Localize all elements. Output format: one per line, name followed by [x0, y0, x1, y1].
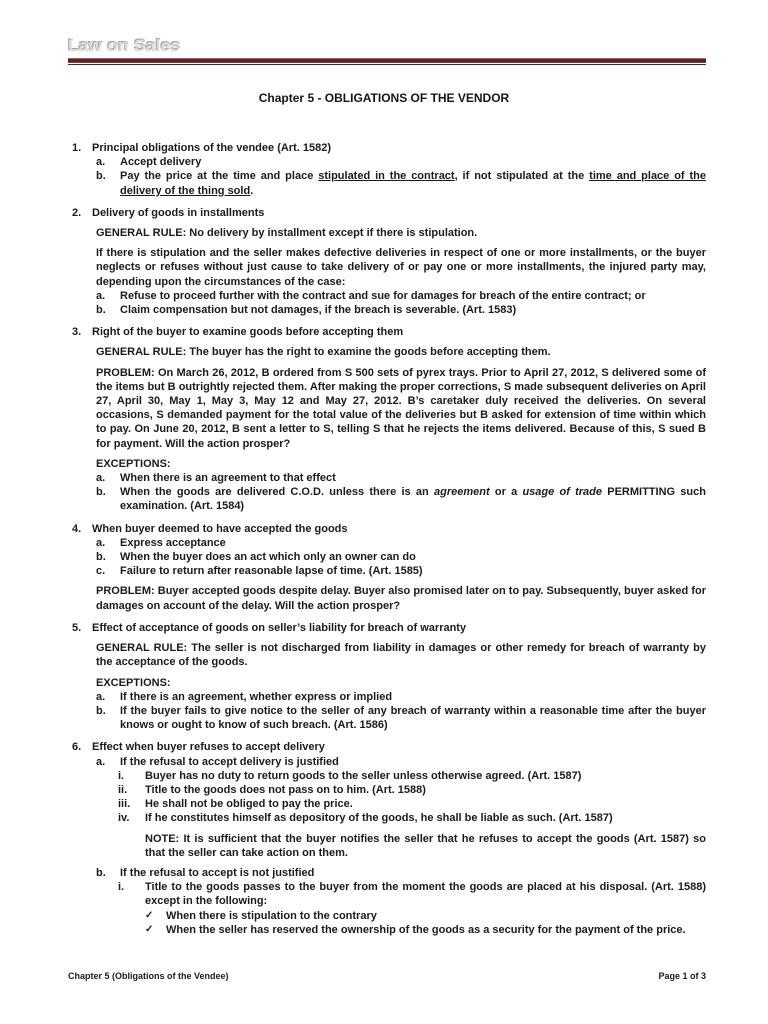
section-3 — [72, 325, 706, 513]
section-heading-text: Principal obligations of the vendee (Art. 1582) — [92, 142, 331, 154]
section-4 — [72, 522, 706, 613]
list-marker: b. — [96, 486, 106, 499]
text-run: or a — [489, 486, 523, 499]
list-marker: b. — [96, 304, 106, 317]
underlined-text-run: stipulated in the contract — [318, 170, 455, 183]
list-item — [96, 564, 706, 578]
list-item — [118, 797, 706, 811]
list-item-text: If he constitutes himself as depository of the goods, he shall be liable as such. (Art. 1587) — [145, 812, 613, 825]
list-item — [96, 169, 706, 197]
italic-text-run: usage of trade — [522, 486, 602, 499]
list-item-text: Title to the goods passes to the buyer from the moment the goods are placed at his disposal. (Art. 1588) except in the following: — [145, 881, 706, 908]
list-item — [96, 866, 706, 880]
list-marker: a. — [96, 289, 106, 302]
list-item — [118, 783, 706, 797]
section-6 — [72, 740, 706, 937]
list-item-text: If the refusal to accept delivery is justified — [120, 755, 339, 768]
list-item-text — [120, 485, 706, 513]
text-run: . — [250, 184, 254, 197]
header-title: Law on Sales — [68, 36, 181, 55]
list-item-text: When there is an agreement to that effect — [120, 472, 336, 485]
problem-paragraph: PROBLEM: On March 26, 2012, B ordered from S 500 sets of pyrex trays. Prior to April 27, 2012, S delivered some of the items but B outrightly rejected them. After making the proper corrections, S made subsequent deliveries on April 27, April 30, May 1, May 3, May 12 and May 27, 2012. B’s caretaker duly received the deliveries. On several occasions, S demanded payment for the total value of the deliveries but B asked for extension of time within which to pay. On June 20, 2012, B sent a letter to S, telling S that he rejects the items delivered. Because of this, S sued B for payment. Will the action prosper? — [96, 366, 706, 450]
list-marker: iv. — [118, 812, 130, 825]
list-marker: 5. — [72, 621, 82, 634]
list-item — [96, 690, 706, 704]
list-item — [118, 811, 706, 825]
list-item-text: If the buyer fails to give notice to the seller of any breach of warranty within a reasonable time after the buyer knows or ought to know of such breach. (Art. 1586) — [120, 704, 706, 732]
list-item-text: Claim compensation but not damages, if the breach is severable. (Art. 1583) — [120, 304, 517, 317]
header-rule-divider — [68, 58, 706, 65]
list-item-text: Refuse to proceed further with the contract and sue for damages for breach of the entire contract; or — [120, 289, 646, 302]
general-rule-paragraph: GENERAL RULE: The seller is not discharged from liability in damages or other remedy for breach of warranty by the acceptance of the goods. — [96, 642, 706, 669]
list-marker: 1. — [72, 142, 82, 154]
list-item — [96, 303, 706, 317]
section-heading — [72, 522, 706, 536]
list-marker: 4. — [72, 522, 82, 535]
general-rule-paragraph: GENERAL RULE: The buyer has the right to examine the goods before accepting them. — [96, 346, 551, 359]
list-item — [96, 704, 706, 732]
list-item-text: Failure to return after reasonable lapse of time. (Art. 1585) — [120, 565, 423, 578]
text-run: Pay the price at the time and place — [120, 170, 319, 183]
list-marker: a. — [96, 536, 106, 549]
list-marker: i. — [118, 881, 125, 894]
list-item — [118, 769, 706, 783]
footer-page-number: Page 1 of 3 — [658, 971, 706, 981]
list-item-text: When the seller has reserved the ownership of the goods as a security for the payment of the price. — [166, 923, 686, 936]
exceptions-label: EXCEPTIONS: — [96, 676, 171, 689]
underlined-text-run: time and place of the delivery of the thing sold — [120, 170, 706, 197]
list-marker: b. — [96, 170, 106, 183]
section-heading — [72, 141, 706, 155]
list-item-text: He shall not be obliged to pay the price. — [145, 798, 353, 811]
list-item — [96, 485, 706, 513]
section-heading — [72, 206, 706, 220]
page-header — [0, 0, 768, 65]
section-heading — [72, 621, 706, 635]
list-marker: a. — [96, 690, 106, 703]
list-marker: i. — [118, 769, 125, 782]
list-item — [118, 880, 706, 908]
list-item — [96, 755, 706, 769]
section-heading-text: Effect when buyer refuses to accept delivery — [92, 741, 325, 754]
general-rule-paragraph: GENERAL RULE: No delivery by installment except if there is stipulation. — [96, 227, 478, 240]
list-item-text: If there is an agreement, whether express or implied — [120, 690, 393, 703]
list-item-text: When the buyer does an act which only an owner can do — [120, 551, 416, 564]
section-heading — [72, 325, 706, 339]
list-marker: a. — [96, 472, 106, 485]
list-item — [96, 289, 706, 303]
section-1 — [72, 141, 706, 198]
list-item-text: Express acceptance — [120, 536, 226, 549]
text-run: PERMITTING such examination. (Art. 1584) — [120, 486, 706, 513]
section-5 — [72, 621, 706, 732]
list-item-text: Accept delivery — [120, 156, 202, 169]
problem-paragraph: PROBLEM: Buyer accepted goods despite delay. Buyer also promised later on to pay. Subsequently, buyer asked for damages on account of the delay. Will the action prosper? — [96, 585, 706, 612]
list-item-text: Title to the goods does not pass on to him. (Art. 1588) — [145, 783, 426, 796]
italic-text-run: agreement — [433, 486, 490, 499]
doc-body — [0, 105, 768, 937]
section-heading-text: When buyer deemed to have accepted the goods — [92, 522, 348, 535]
page-footer — [68, 971, 706, 981]
list-marker: c. — [96, 565, 106, 578]
doc-title: Chapter 5 - OBLIGATIONS OF THE VENDOR — [258, 91, 510, 105]
list-item-text: Buyer has no duty to return goods to the seller unless otherwise agreed. (Art. 1587) — [145, 769, 582, 782]
list-item — [96, 550, 706, 564]
list-marker: 3. — [72, 326, 82, 339]
text-run: When the goods are delivered C.O.D. unless there is an — [120, 486, 434, 499]
section-heading-text: Effect of acceptance of goods on seller’s liability for breach of warranty — [92, 621, 467, 634]
section-heading-text: Right of the buyer to examine goods before accepting them — [92, 326, 404, 339]
list-marker: a. — [96, 156, 106, 169]
list-item-text: When there is stipulation to the contrary — [166, 909, 377, 922]
check-list-item — [145, 909, 706, 923]
list-marker: a. — [96, 755, 106, 768]
note-paragraph: NOTE: It is sufficient that the buyer notifies the seller that he refuses to accept the goods (Art. 1587) so that the seller can take action on them. — [145, 832, 706, 859]
list-marker: b. — [96, 704, 106, 717]
list-item — [96, 471, 706, 485]
text-run: , if not stipulated at the — [454, 170, 590, 183]
list-item — [96, 155, 706, 169]
body-paragraph: If there is stipulation and the seller makes defective deliveries in respect of one or more installments, or the buyer neglects or refuses without just cause to take delivery of or pay one or more installments, the injured party may, depending upon the circumstances of the case: — [96, 247, 706, 288]
list-marker: 6. — [72, 741, 82, 754]
list-marker: 2. — [72, 206, 82, 219]
check-list-item — [145, 923, 706, 937]
list-marker: b. — [96, 866, 106, 879]
exceptions-label: EXCEPTIONS: — [96, 457, 171, 470]
checkmark-icon: ✓ — [145, 909, 154, 921]
checkmark-icon: ✓ — [145, 923, 154, 935]
section-heading — [72, 740, 706, 754]
section-heading-text: Delivery of goods in installments — [92, 206, 265, 219]
section-2 — [72, 206, 706, 317]
list-marker: ii. — [118, 783, 128, 796]
list-item-text — [120, 169, 706, 197]
list-item — [96, 536, 706, 550]
list-marker: iii. — [118, 798, 131, 811]
list-item-text: If the refusal to accept is not justified — [120, 866, 315, 879]
footer-chapter-label: Chapter 5 (Obligations of the Vendee) — [68, 971, 229, 981]
list-marker: b. — [96, 551, 106, 564]
